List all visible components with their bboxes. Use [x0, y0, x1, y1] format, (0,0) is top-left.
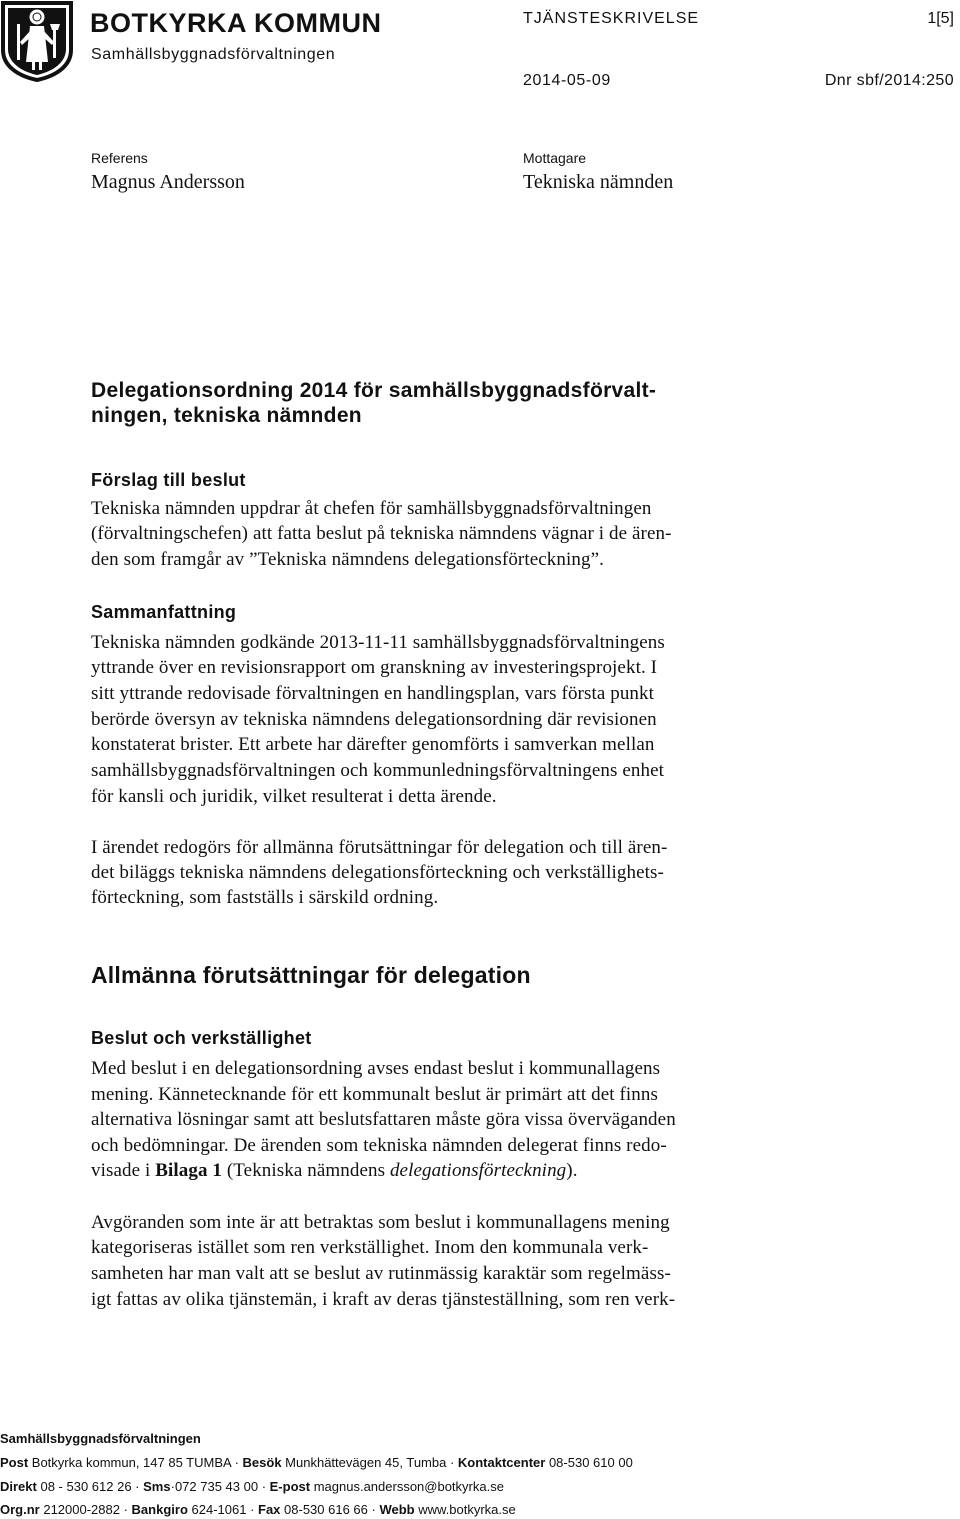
footer-line	[0, 1455, 633, 1470]
footer-label: Sms	[143, 1479, 171, 1494]
document-dnr: Dnr sbf/2014:250	[824, 72, 954, 89]
proposal-heading: Förslag till beslut	[91, 470, 246, 490]
summary-line: förteckning, som fastställs i särskild ordning.	[91, 887, 439, 908]
footer-label: Fax	[258, 1502, 281, 1517]
org-name: BOTKYRKA KOMMUN	[90, 8, 382, 38]
summary-line: konstaterat brister. Ett arbete har därefter genomförts i samverkan mellan	[91, 734, 655, 755]
footer-separator: ·	[230, 1455, 243, 1470]
footer-value: 08-530 616 66	[280, 1502, 368, 1517]
footer-label: Besök	[242, 1455, 282, 1470]
general-line: alternativa lösningar samt att beslutsfattaren måste göra vissa överväganden	[91, 1109, 676, 1130]
subsection-heading: Beslut och verkställighet	[91, 1028, 312, 1048]
general-line-text: visade i	[91, 1160, 156, 1181]
footer-email[interactable]: magnus.andersson@botkyrka.se	[310, 1479, 504, 1494]
summary-line: samhällsbyggnadsförvaltningen och kommunledningsförvaltningens enhet	[91, 760, 664, 781]
footer-separator: ·	[446, 1455, 458, 1470]
summary-heading: Sammanfattning	[91, 602, 237, 622]
botkyrka-crest-icon	[0, 0, 74, 82]
footer-separator: ·	[258, 1479, 270, 1494]
section-heading: Allmänna förutsättningar för delegation	[91, 962, 531, 988]
summary-line: det biläggs tekniska nämndens delegationsförteckning och verkställighets-	[91, 862, 664, 883]
reference-label: Referens	[91, 150, 148, 166]
footer-label: Bankgiro	[131, 1502, 188, 1517]
document-date: 2014-05-09	[523, 72, 611, 89]
footer-label: Kontaktcenter	[457, 1455, 546, 1470]
general-line: igt fattas av olika tjänstemän, i kraft av deras tjänsteställning, som ren verk-	[91, 1289, 676, 1310]
footer-value: Munkhättevägen 45, Tumba	[281, 1455, 447, 1470]
footer-label: Org.nr	[0, 1502, 40, 1517]
document-title-line: ningen, tekniska nämnden	[91, 404, 362, 427]
general-line: Med beslut i en delegationsordning avses endast beslut i kommunallagens	[91, 1058, 661, 1079]
footer-value: Botkyrka kommun, 147 85 TUMBA	[28, 1455, 231, 1470]
summary-line: yttrande över en revisionsrapport om granskning av investeringsprojekt. I	[91, 657, 658, 678]
general-line: och bedömningar. De ärenden som tekniska nämnden delegerat finns redo-	[91, 1135, 667, 1156]
attachment-ref: Bilaga 1	[155, 1160, 222, 1181]
proposal-line: (förvaltningschefen) att fatta beslut på tekniska nämndens vägnar i de ären-	[91, 523, 672, 544]
general-line: samheten har man valt att se beslut av rutinmässig karaktär som regelmäss-	[91, 1263, 671, 1284]
recipient-name: Tekniska nämnden	[523, 171, 674, 193]
footer-value: 624-1061	[187, 1502, 247, 1517]
department-name: Samhällsbyggnadsförvaltningen	[91, 46, 336, 63]
general-line-text: ).	[566, 1160, 578, 1181]
footer-separator: ·	[119, 1502, 132, 1517]
footer-value: 08 - 530 612 26	[36, 1479, 132, 1494]
proposal-line: den som framgår av ”Tekniska nämndens delegationsförteckning”.	[91, 549, 604, 570]
document-title-line: Delegationsordning 2014 för samhällsbyggnadsförvalt-	[91, 379, 657, 402]
footer-separator: ·	[131, 1479, 144, 1494]
general-line: kategoriseras istället som ren verkställighet. Inom den kommunala verk-	[91, 1237, 649, 1258]
footer-label: E-post	[269, 1479, 311, 1494]
footer-line	[0, 1502, 516, 1517]
footer-line: Direkt 08 - 530 612 26 · Sms·072 735 43 00 · E-post magnus.andersson@botkyrka.se	[0, 1479, 504, 1494]
recipient-label: Mottagare	[523, 150, 587, 166]
delegation-list-ref: delegationsförteckning	[389, 1160, 567, 1181]
footer-value: 212000-2882	[39, 1502, 120, 1517]
general-line: Avgöranden som inte är att betraktas som beslut i kommunallagens mening	[91, 1212, 670, 1233]
footer-separator: ·	[246, 1502, 259, 1517]
page-number: 1[5]	[927, 10, 954, 27]
footer-separator: ·	[367, 1502, 380, 1517]
summary-line: berörde översyn av tekniska nämndens delegationsordning där revisionen	[91, 709, 657, 730]
general-line-text: (Tekniska nämndens	[222, 1160, 390, 1181]
summary-line: Tekniska nämnden godkände 2013-11-11 samhällsbyggnadsförvaltningens	[91, 632, 665, 653]
footer-value: 08-530 610 00	[545, 1455, 633, 1470]
footer-label: Webb	[379, 1502, 415, 1517]
footer-value: 072 735 43 00	[174, 1479, 259, 1494]
footer-department: Samhällsbyggnadsförvaltningen	[0, 1431, 201, 1446]
general-line: mening. Kännetecknande för ett kommunalt beslut är primärt att det finns	[91, 1084, 659, 1105]
summary-line: för kansli och juridik, vilket resulterat i detta ärende.	[91, 786, 497, 807]
proposal-line: Tekniska nämnden uppdrar åt chefen för samhällsbyggnadsförvaltningen	[91, 498, 652, 519]
general-line	[91, 1160, 578, 1182]
footer-website[interactable]: www.botkyrka.se	[414, 1502, 516, 1517]
footer-label: Post	[0, 1455, 29, 1470]
summary-line: sitt yttrande redovisade förvaltningen en handlingsplan, vars första punkt	[91, 683, 655, 704]
reference-name: Magnus Andersson	[91, 171, 245, 193]
footer-label: Direkt	[0, 1479, 37, 1494]
document-type: TJÄNSTESKRIVELSE	[523, 10, 700, 27]
summary-line: I ärendet redogörs för allmänna förutsättningar för delegation och till ären-	[91, 837, 668, 858]
